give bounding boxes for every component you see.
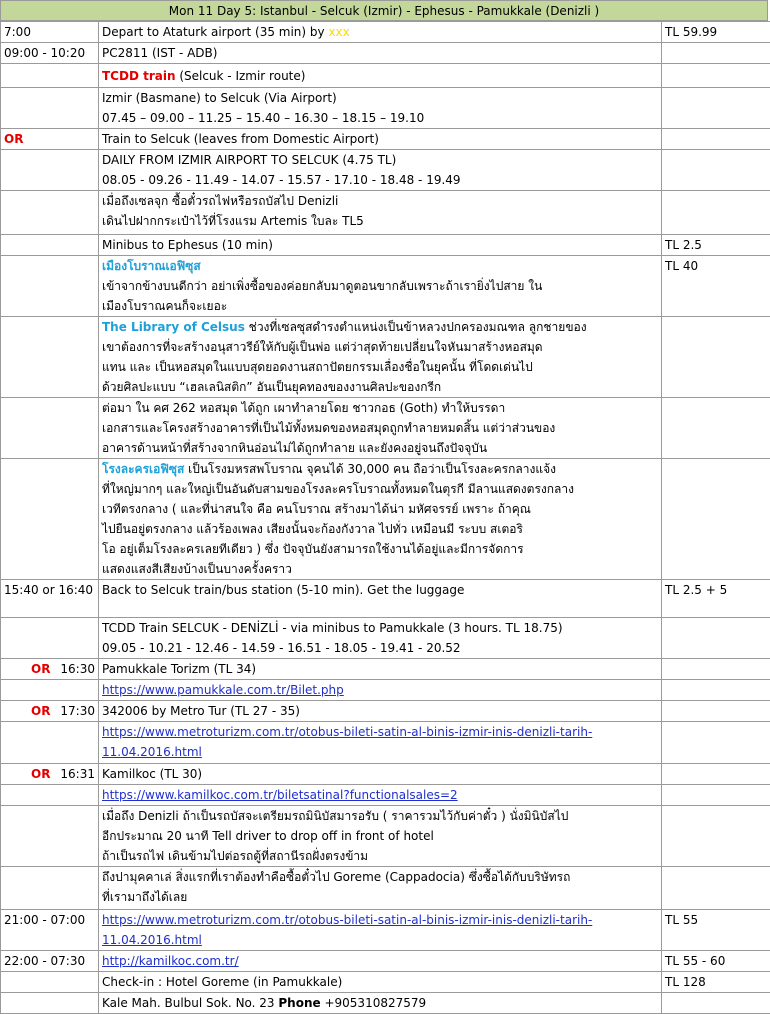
cost-cell[interactable]: TL 2.5 + 5 (662, 580, 770, 618)
time-cell[interactable] (1, 256, 99, 317)
time-cell[interactable] (1, 235, 99, 256)
time-cell[interactable] (1, 191, 99, 235)
table-row (1, 951, 770, 972)
table-row (1, 43, 770, 64)
kamilkoc-link[interactable]: https://www.kamilkoc.com.tr/biletsatinal?functionalsales=2 (102, 788, 458, 802)
note-text: เขาต้องการที่จะสร้างอนุสาวรีย์ให้กับผู้เป็นพ่อ แต่ว่าสุดท้ายเปลี่ยนใจหันมาสร้างหอสมุด (102, 337, 658, 357)
cost-cell[interactable] (662, 701, 770, 722)
time-cell[interactable] (1, 785, 99, 806)
cost-cell[interactable]: TL 128 (662, 972, 770, 993)
metroturizm-link-cont[interactable]: 11.04.2016.html (102, 930, 658, 950)
route-text: Izmir (Basmane) to Selcuk (Via Airport) (102, 88, 658, 108)
cost-cell[interactable] (662, 764, 770, 785)
route-text: DAILY FROM IZMIR AIRPORT TO SELCUK (4.75 TL) (102, 150, 658, 170)
activity-cell[interactable] (99, 64, 662, 88)
table-row (1, 659, 770, 680)
cost-cell[interactable] (662, 317, 770, 398)
time-cell[interactable] (1, 150, 99, 191)
phone-number: +905310827579 (321, 996, 427, 1010)
table-row (1, 256, 770, 317)
cost-cell[interactable] (662, 806, 770, 867)
cost-cell[interactable] (662, 150, 770, 191)
activity-cell[interactable] (99, 150, 662, 191)
cost-cell[interactable]: TL 55 (662, 910, 770, 951)
time-cell[interactable] (1, 88, 99, 129)
cost-cell[interactable] (662, 680, 770, 701)
time-cell[interactable] (1, 618, 99, 659)
note-text: แสดงแสงสีเสียงบ้างเป็นบางครั้งคราว (102, 559, 658, 579)
activity-cell[interactable]: Check-in : Hotel Goreme (in Pamukkale) (99, 972, 662, 993)
table-row (1, 191, 770, 235)
activity-cell[interactable] (99, 680, 662, 701)
activity-cell[interactable]: Pamukkale Torizm (TL 34) (99, 659, 662, 680)
activity-cell[interactable] (99, 910, 662, 951)
time-cell[interactable] (1, 64, 99, 88)
table-row (1, 806, 770, 867)
activity-cell[interactable]: Minibus to Ephesus (10 min) (99, 235, 662, 256)
schedule-text: 09.05 - 10.21 - 12.46 - 14.59 - 16.51 - 18.05 - 19.41 - 20.52 (102, 638, 658, 658)
activity-cell[interactable] (99, 618, 662, 659)
metroturizm-link-cont[interactable]: 11.04.2016.html (102, 742, 658, 762)
activity-cell[interactable] (99, 806, 662, 867)
note-text: ถ้าเป็นรถไฟ เดินข้ามไปต่อรถตู้ที่สถานีรถฝั่งตรงข้าม (102, 846, 658, 866)
or-label: OR (31, 659, 50, 679)
driver-name: xxx (328, 25, 349, 39)
time-cell[interactable] (1, 680, 99, 701)
activity-cell[interactable] (99, 191, 662, 235)
train-route-text: TCDD Train SELCUK - DENİZLİ - via minibus to Pamukkale (3 hours. TL 18.75) (102, 618, 658, 638)
activity-cell[interactable]: Back to Selcuk train/bus station (5-10 min). Get the luggage (99, 580, 662, 618)
schedule-text: 07.45 – 09.00 – 11.25 – 15.40 – 16.30 – 18.15 – 19.10 (102, 108, 658, 128)
theatre-heading: โรงละครเอฟิซุส (102, 462, 184, 476)
or-label: OR (31, 764, 50, 784)
note-text: โอ อยู่เต็มโรงละครเลยทีเดียว ) ซึ่ง ปัจจุบันยังสามารถใช้งานได้อยู่และมีการจัดการ (102, 539, 658, 559)
table-row (1, 317, 770, 398)
note-text: เข้าจากข้างบนดีกว่า อย่าเพิ่งซื้อของค่อยกลับมาดูตอนขากลับเพราะถ้าเรายิ่งไปสาย ใน (102, 276, 658, 296)
time-cell[interactable] (1, 398, 99, 459)
table-row (1, 459, 770, 580)
note-text: ไปยืนอยู่ตรงกลาง แล้วร้องเพลง เสียงนั้นจะก้องกังวาล ไปทั่ว เหมือนมี ระบบ สเตอริ (102, 519, 658, 539)
cost-cell[interactable] (662, 459, 770, 580)
table-row (1, 618, 770, 659)
time-cell[interactable] (1, 459, 99, 580)
activity-cell[interactable]: Kamilkoc (TL 30) (99, 764, 662, 785)
metroturizm-link[interactable]: https://www.metroturizm.com.tr/otobus-bileti-satin-al-binis-izmir-inis-denizli-tarih- (102, 910, 658, 930)
note-text: แทน และ เป็นหอสมุดในแบบสุดยอดงานสถาปัตยกรรมเลื่องชื่อในยุคนั้น ที่โดดเด่นไป (102, 357, 658, 377)
cost-cell[interactable] (662, 993, 770, 1014)
activity-cell[interactable] (99, 317, 662, 398)
activity-cell[interactable]: PC2811 (IST - ADB) (99, 43, 662, 64)
time-cell[interactable] (1, 764, 99, 785)
time-cell[interactable] (1, 722, 99, 764)
cost-cell[interactable]: TL 2.5 (662, 235, 770, 256)
ephesus-heading: เมืองโบราณเอฟิซุส (102, 256, 658, 276)
time-cell[interactable] (1, 317, 99, 398)
celsus-heading: The Library of Celsus (102, 320, 245, 334)
time-cell[interactable] (1, 867, 99, 910)
note-text: ช่วงที่เซลซุสดำรงตำแหน่งเป็นข้าหลวงปกครองมณฑล ลูกชายของ (245, 320, 587, 334)
or-cell[interactable]: OR (1, 129, 99, 150)
time-cell[interactable] (1, 972, 99, 993)
departure-time: 16:30 (60, 659, 95, 679)
cost-cell[interactable] (662, 191, 770, 235)
cost-cell[interactable] (662, 88, 770, 129)
activity-cell[interactable]: 342006 by Metro Tur (TL 27 - 35) (99, 701, 662, 722)
table-row (1, 910, 770, 951)
departure-time: 17:30 (60, 701, 95, 721)
cost-cell[interactable] (662, 722, 770, 764)
activity-cell[interactable] (99, 951, 662, 972)
note-text: อีกประมาณ 20 นาที Tell driver to drop off in front of hotel (102, 826, 658, 846)
note-text: เดินไปฝากกระเป๋าไว้ที่โรงแรม Artemis ใบละ TL5 (102, 211, 658, 231)
route-text: (Selcuk - Izmir route) (176, 69, 306, 83)
table-row (1, 722, 770, 764)
table-row (1, 88, 770, 129)
note-text: ถึงปามุคคาเล่ สิ่งแรกที่เราต้องทำคือซื้อตั๋วไป Goreme (Cappadocia) ซึ่งซื้อได้กับบริษัทรถ (102, 867, 658, 887)
activity-text: Depart to Ataturk airport (35 min) by (102, 25, 328, 39)
note-text: ที่เรามาถึงได้เลย (102, 887, 658, 907)
cost-cell[interactable]: TL 55 - 60 (662, 951, 770, 972)
table-row (1, 22, 770, 43)
table-row (1, 993, 770, 1014)
table-row (1, 580, 770, 618)
activity-cell[interactable] (99, 722, 662, 764)
note-text: เมื่อถึงเซลจุก ซื้อตั๋วรถไฟหรือรถบัสไป Denizli (102, 191, 658, 211)
time-cell[interactable] (1, 659, 99, 680)
cost-cell[interactable]: TL 40 (662, 256, 770, 317)
time-cell[interactable] (1, 701, 99, 722)
time-cell[interactable]: 22:00 - 07:30 (1, 951, 99, 972)
table-row (1, 867, 770, 910)
note-text: ด้วยศิลปะแบบ “เฮลเลนิสติก” อันเป็นยุคทองของงานศิลปะของกรีก (102, 377, 658, 397)
cost-cell[interactable] (662, 867, 770, 910)
cost-cell[interactable] (662, 43, 770, 64)
cost-cell[interactable] (662, 618, 770, 659)
note-text: ต่อมา ใน คศ 262 หอสมุด ได้ถูก เผาทำลายโดย ชาวกอธ (Goth) ทำให้บรรดา (102, 398, 658, 418)
cost-cell[interactable] (662, 64, 770, 88)
departure-time: 16:31 (60, 764, 95, 784)
activity-cell[interactable] (99, 785, 662, 806)
table-row (1, 129, 770, 150)
note-text: อาคารด้านหน้าที่สร้างจากหินอ่อนไม่ได้ถูกทำลาย และยังคงอยู่จนถึงปัจจุบัน (102, 438, 658, 458)
table-row (1, 701, 770, 722)
activity-cell[interactable]: Train to Selcuk (leaves from Domestic Airport) (99, 129, 662, 150)
cost-cell[interactable] (662, 659, 770, 680)
activity-cell[interactable] (99, 993, 662, 1014)
table-row (1, 785, 770, 806)
cost-cell[interactable] (662, 129, 770, 150)
note-text: เป็นโรงมหรสพโบราณ จุคนได้ 30,000 คน ถือว่าเป็นโรงละครกลางแจ้ง (184, 462, 556, 476)
time-cell[interactable]: 09:00 - 10:20 (1, 43, 99, 64)
day-title: Mon 11 Day 5: Istanbul - Selcuk (Izmir) - Ephesus - Pamukkale (Denizli ) (0, 0, 768, 21)
note-text: ที่ใหญ่มากๆ และใหญ่เป็นอันดับสามของโรงละครโบราณทั้งหมดในตุรกี มีลานแสดงตรงกลาง (102, 479, 658, 499)
note-text: เอกสารและโครงสร้างอาคารที่เป็นไม้ทั้งหมดของหอสมุดถูกทำลายหมดสิ้น แต่ว่าส่วนของ (102, 418, 658, 438)
activity-cell[interactable] (99, 22, 662, 43)
kamilkoc-home-link[interactable]: http://kamilkoc.com.tr/ (102, 954, 239, 968)
table-row (1, 972, 770, 993)
tcdd-train-label: TCDD train (102, 69, 176, 83)
note-text: เมืองโบราณคนก็จะเยอะ (102, 296, 658, 316)
note-text: เวทีตรงกลาง ( และที่น่าสนใจ คือ คนโบราณ สร้างมาได้น่า มหัศจรรย์ เพราะ ถ้าคุณ (102, 499, 658, 519)
pamukkale-link[interactable]: https://www.pamukkale.com.tr/Bilet.php (102, 683, 344, 697)
time-cell[interactable] (1, 806, 99, 867)
activity-cell[interactable] (99, 88, 662, 129)
table-row (1, 64, 770, 88)
activity-cell[interactable] (99, 459, 662, 580)
hotel-address: Kale Mah. Bulbul Sok. No. 23 (102, 996, 278, 1010)
time-cell[interactable]: 15:40 or 16:40 (1, 580, 99, 618)
table-row (1, 235, 770, 256)
metroturizm-link[interactable]: https://www.metroturizm.com.tr/otobus-bileti-satin-al-binis-izmir-inis-denizli-tarih- (102, 722, 658, 742)
schedule-text: 08.05 - 09.26 - 11.49 - 14.07 - 15.57 - 17.10 - 18.48 - 19.49 (102, 170, 658, 190)
time-cell[interactable] (1, 993, 99, 1014)
cost-cell[interactable] (662, 398, 770, 459)
activity-cell[interactable] (99, 867, 662, 910)
phone-label: Phone (278, 996, 320, 1010)
time-cell[interactable]: 7:00 (1, 22, 99, 43)
note-text: เมื่อถึง Denizli ถ้าเป็นรถบัสจะเตรียมรถมินิบัสมารอรับ ( ราคารวมไว้กับค่าตั๋ว ) นั่งมินิบัสไป (102, 806, 658, 826)
time-cell[interactable]: 21:00 - 07:00 (1, 910, 99, 951)
or-label: OR (31, 701, 50, 721)
cost-cell[interactable]: TL 59.99 (662, 22, 770, 43)
activity-cell[interactable] (99, 398, 662, 459)
cost-cell[interactable] (662, 785, 770, 806)
itinerary-table (0, 21, 770, 1014)
table-row (1, 680, 770, 701)
table-row (1, 150, 770, 191)
table-row (1, 398, 770, 459)
table-row (1, 764, 770, 785)
activity-cell[interactable] (99, 256, 662, 317)
